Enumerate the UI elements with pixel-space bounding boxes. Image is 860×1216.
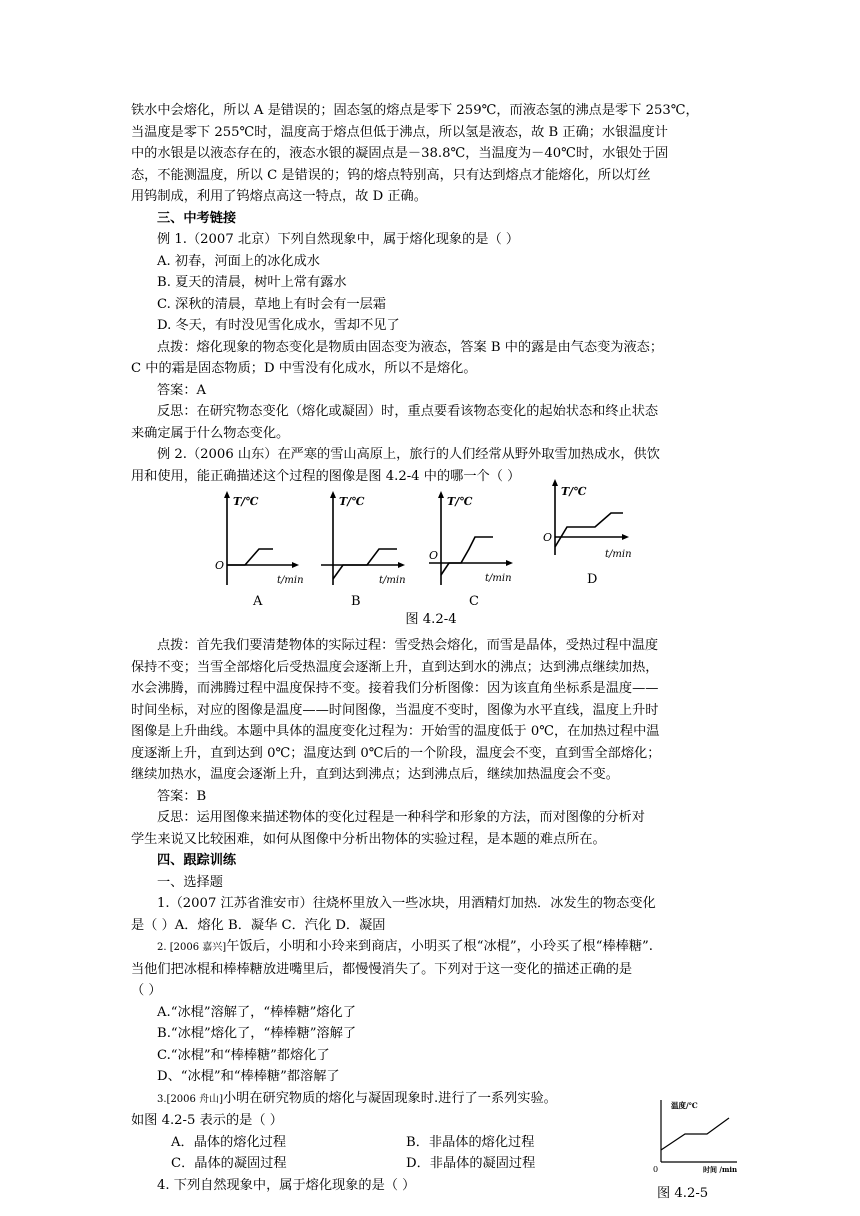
hint-text: 图像是上升曲线。本题中具体的温度变化过程为：开始雪的温度低于 0℃，在加热过程中温 (131, 724, 660, 739)
option-d: D．非晶体的凝固过程 (406, 1156, 536, 1171)
answer-text: 答案：A (157, 382, 207, 398)
x-axis-label: t/min (485, 573, 512, 584)
example-question: 例 2.（2006 山东）在严寒的雪山高原上，旅行的人们经常从野外取雪加热成水，供饮 (157, 447, 660, 462)
origin-label: O (543, 531, 553, 544)
option-c: C. 深秋的清晨，草地上有时会有一层霜 (157, 296, 387, 312)
hint-text: C 中的霜是固态物质；D 中雪没有化成水，所以不是熔化。 (131, 361, 477, 376)
y-axis-label: T/℃ (339, 495, 365, 508)
example-question: 例 1.（2007 北京）下列自然现象中，属于熔化现象的是（ ） (157, 232, 520, 247)
question-3 (131, 1088, 731, 1111)
options-row (131, 1153, 731, 1175)
graph-c (425, 487, 525, 607)
question-2: （ ） (131, 983, 162, 998)
y-axis-label: T/℃ (233, 495, 259, 508)
section-heading: 四、跟踪训练 (157, 853, 237, 868)
option-d: D、“冰棍”和“棒棒糖”都溶解了 (157, 1069, 340, 1084)
question-1: 1.（2007 江苏省淮安市）往烧杯里放入一些冰块，用酒精灯加热．冰发生的物态变化 (157, 896, 656, 911)
option-b: B.“冰棍”熔化了，“棒棒糖”溶解了 (157, 1026, 357, 1041)
subsection-heading: 一、选择题 (157, 874, 223, 890)
question-3-block (131, 1088, 738, 1201)
hint-text: 水会沸腾，而沸腾过程中温度保持不变。接着我们分析图像：因为该直角坐标系是温度—— (131, 681, 659, 696)
section-heading: 三、中考链接 (157, 210, 237, 226)
hint-text: 保持不变；当雪全部熔化后受热温度会逐渐上升，直到达到水的沸点；达到沸点继续加热， (131, 659, 659, 675)
graph-b (317, 487, 417, 607)
hint-text: 继续加热水，温度会逐渐上升，直到达到沸点；达到沸点后，继续加热温度会不变。 (131, 767, 619, 782)
origin-label: O (429, 549, 439, 562)
question-1: 是（ ）A．熔化 B．凝华 C．汽化 D．凝固 (131, 917, 386, 933)
question-text: 小明在研究物质的熔化与凝固现象时.进行了一系列实验。 (222, 1090, 557, 1106)
reflection-text: 反思：在研究物态变化（熔化或凝固）时，重点要看该物态变化的起始状态和终止状态 (157, 404, 659, 419)
option-c: C.“冰棍”和“棒棒糖”都熔化了 (157, 1047, 330, 1063)
question-source: 2. [2006 嘉兴] (157, 942, 227, 953)
question-source: 3.[2006 舟山] (157, 1093, 223, 1105)
reflection-text: 反思：运用图像来描述物体的变化过程是一种科学和形象的方法，而对图像的分析对 (157, 810, 645, 825)
graph-label: A (253, 594, 263, 607)
y-axis-label: T/℃ (447, 495, 473, 508)
hint-text: 点拨：熔化现象的物态变化是物质由固态变为液态，答案 B 中的露是由气态变为液态； (157, 339, 664, 355)
question-4: 4. 下列自然现象中，属于熔化现象的是（ ） (157, 1177, 416, 1193)
figure-caption: 图 4.2-5 (657, 1186, 709, 1201)
graph-a (211, 487, 311, 607)
intro-line: 用钨制成，利用了钨熔点高这一特点，故 D 正确。 (131, 189, 427, 204)
option-a: A. 初春，河面上的冰化成水 (157, 253, 320, 269)
question-2 (131, 936, 731, 959)
graph-label: C (469, 594, 479, 607)
example-question: 用和使用，能正确描述这个过程的图像是图 4.2-4 中的哪一个（ ） (131, 468, 521, 484)
graph-d (533, 475, 643, 595)
option-a: A.“冰棍”溶解了，“棒棒糖”熔化了 (157, 1004, 356, 1020)
x-axis-label: t/min (379, 575, 406, 586)
origin-label: O (215, 559, 225, 572)
intro-line: 态，不能测温度，所以 C 是错误的；钨的熔点特别高，只有达到熔点才能熔化，所以灯丝 (131, 167, 651, 183)
option-c: C．晶体的凝固过程 (171, 1156, 287, 1171)
document-page (131, 100, 738, 1201)
x-axis-label: t/min (605, 549, 632, 560)
hint-text: 时间坐标，对应的图像是温度——时间图像，当温度不变时，图像为水平直线，温度上升时 (131, 702, 659, 718)
graph-label: D (587, 572, 598, 587)
x-axis-label: t/min (277, 575, 304, 586)
x-axis-label: 时间 /min (703, 1164, 738, 1174)
intro-line: 铁水中会熔化，所以 A 是错误的；固态氢的熔点是零下 259℃，而液态氢的沸点是零下 253℃， (131, 103, 699, 118)
question-3: 如图 4.2-5 表示的是（ ） (131, 1113, 283, 1128)
y-axis-label: 温度/℃ (671, 1100, 698, 1110)
origin-label: 0 (653, 1164, 659, 1174)
figure-4-2-4 (131, 487, 731, 635)
figure-4-2-5 (651, 1096, 751, 1205)
options-row (131, 1132, 731, 1154)
hint-text: 点拨：首先我们要清楚物体的实际过程：雪受热会熔化，而雪是晶体，受热过程中温度 (157, 638, 659, 653)
intro-line: 当温度是零下 255℃时，温度高于熔点但低于沸点，所以氢是液态，故 B 正确；水银温度计 (131, 124, 668, 140)
graph-label: B (351, 594, 361, 607)
y-axis-label: T/℃ (561, 485, 587, 498)
reflection-text: 学生来说又比较困难，如何从图像中分析出物体的实验过程，是本题的难点所在。 (131, 831, 606, 847)
option-d: D. 冬天，有时没见雪化成水，雪却不见了 (157, 318, 400, 333)
option-b: B．非晶体的熔化过程 (406, 1134, 535, 1150)
option-a: A．晶体的熔化过程 (171, 1134, 287, 1150)
answer-text: 答案：B (157, 788, 207, 804)
question-text: 午饭后，小明和小玲来到商店，小明买了根“冰棍”，小玲买了根“棒棒糖”. (226, 939, 653, 954)
reflection-text: 来确定属于什么物态变化。 (131, 425, 290, 441)
figure-caption: 图 4.2-4 (405, 612, 457, 627)
hint-text: 度逐渐上升，直到达到 0℃；温度达到 0℃后的一个阶段，温度会不变，直到雪全部熔化； (131, 745, 661, 761)
option-b: B. 夏天的清晨，树叶上常有露水 (157, 275, 347, 290)
question-2: 当他们把冰棍和棒棒糖放进嘴里后，都慢慢消失了。下列对于这一变化的描述正确的是 (131, 961, 633, 977)
intro-line: 中的水银是以液态存在的，液态水银的凝固点是－38.8℃，当温度为－40℃时，水银处于固 (131, 146, 669, 161)
